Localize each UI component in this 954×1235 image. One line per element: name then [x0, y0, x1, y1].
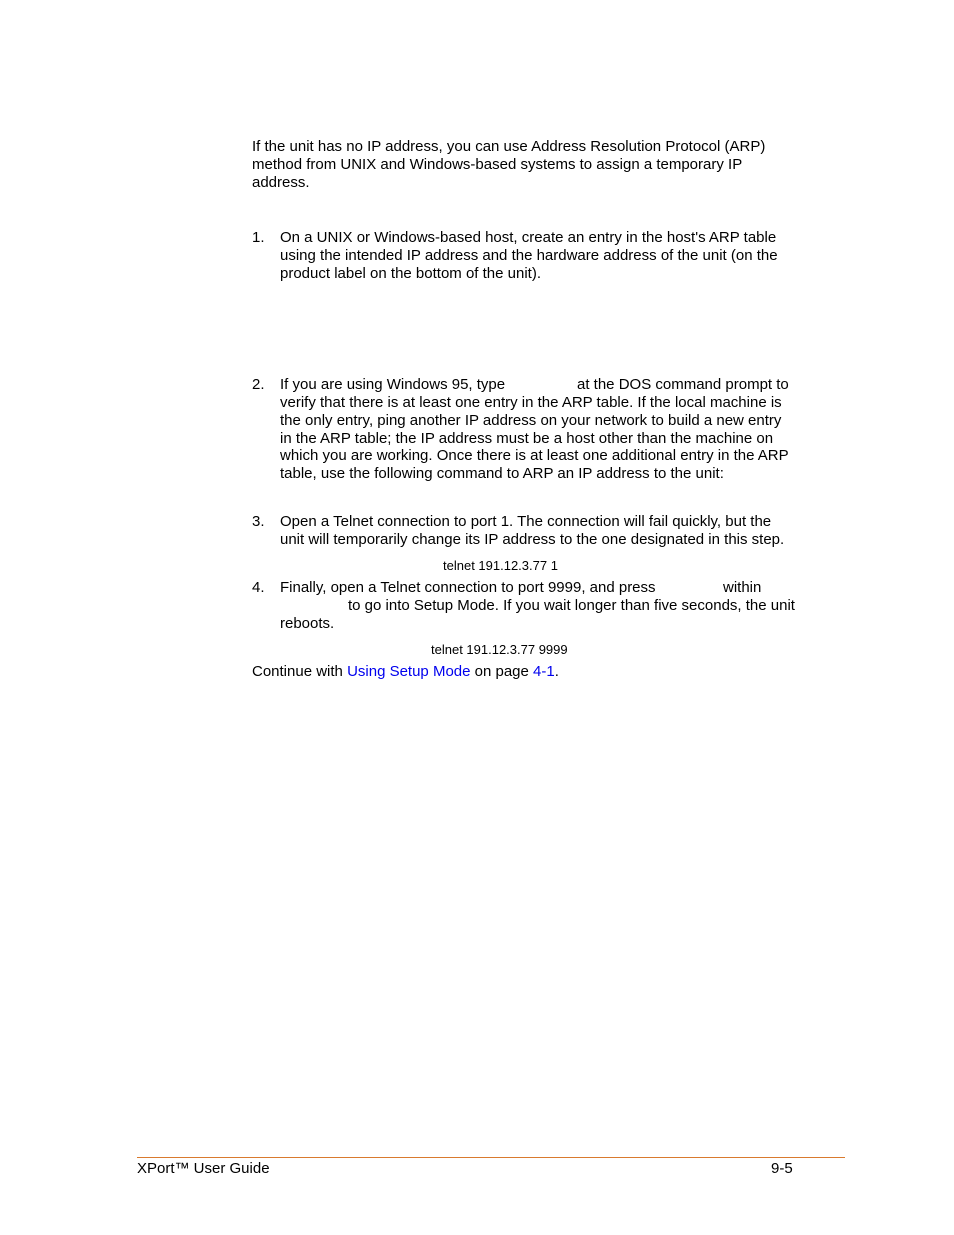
- code-command: telnet 191.12.3.77 9999: [431, 642, 568, 657]
- step-line: in the ARP table; the IP address must be a host other than the machine on: [280, 430, 774, 447]
- step-line: On a UNIX or Windows-based host, create an entry in the host's ARP table: [280, 229, 777, 246]
- continue-middle: on page: [470, 663, 534, 680]
- continue-prefix: Continue with: [252, 663, 348, 680]
- page-4-1-link[interactable]: 4-1: [533, 663, 555, 680]
- footer-page-number: 9-5: [771, 1160, 793, 1177]
- step-line: Finally, open a Telnet connection to port 9999, and press: [280, 579, 656, 596]
- using-setup-mode-link[interactable]: Using Setup Mode: [347, 663, 471, 680]
- step-line: using the intended IP address and the hardware address of the unit (on the: [280, 247, 778, 264]
- step-line: reboots.: [280, 615, 335, 632]
- step-line: Open a Telnet connection to port 1. The connection will fail quickly, but the: [280, 513, 772, 530]
- intro-line: address.: [252, 174, 310, 191]
- step-number: 2.: [252, 376, 265, 393]
- continue-line: [252, 663, 559, 681]
- step-line: unit will temporarily change its IP address to the one designated in this step.: [280, 531, 785, 548]
- step-number: 3.: [252, 513, 265, 530]
- step-line: table, use the following command to ARP an IP address to the unit:: [280, 465, 724, 482]
- continue-suffix: .: [554, 663, 559, 680]
- intro-line: If the unit has no IP address, you can use Address Resolution Protocol (ARP): [252, 138, 766, 155]
- step-line: verify that there is at least one entry in the ARP table. If the local machine is: [280, 394, 782, 411]
- intro-line: method from UNIX and Windows-based systems to assign a temporary IP: [252, 156, 743, 173]
- step-line: within: [723, 579, 762, 596]
- step-line: at the DOS command prompt to: [577, 376, 789, 393]
- step-line: product label on the bottom of the unit).: [280, 265, 541, 282]
- step-line: the only entry, ping another IP address on your network to build a new entry: [280, 412, 782, 429]
- footer-rule: [137, 1157, 845, 1158]
- footer-title: XPort™ User Guide: [137, 1160, 270, 1177]
- step-number: 1.: [252, 229, 265, 246]
- code-command: telnet 191.12.3.77 1: [443, 558, 558, 573]
- step-line: If you are using Windows 95, type: [280, 376, 506, 393]
- step-line: to go into Setup Mode. If you wait longer than five seconds, the unit: [348, 597, 795, 614]
- step-line: which you are working. Once there is at least one additional entry in the ARP: [280, 447, 789, 464]
- step-number: 4.: [252, 579, 265, 596]
